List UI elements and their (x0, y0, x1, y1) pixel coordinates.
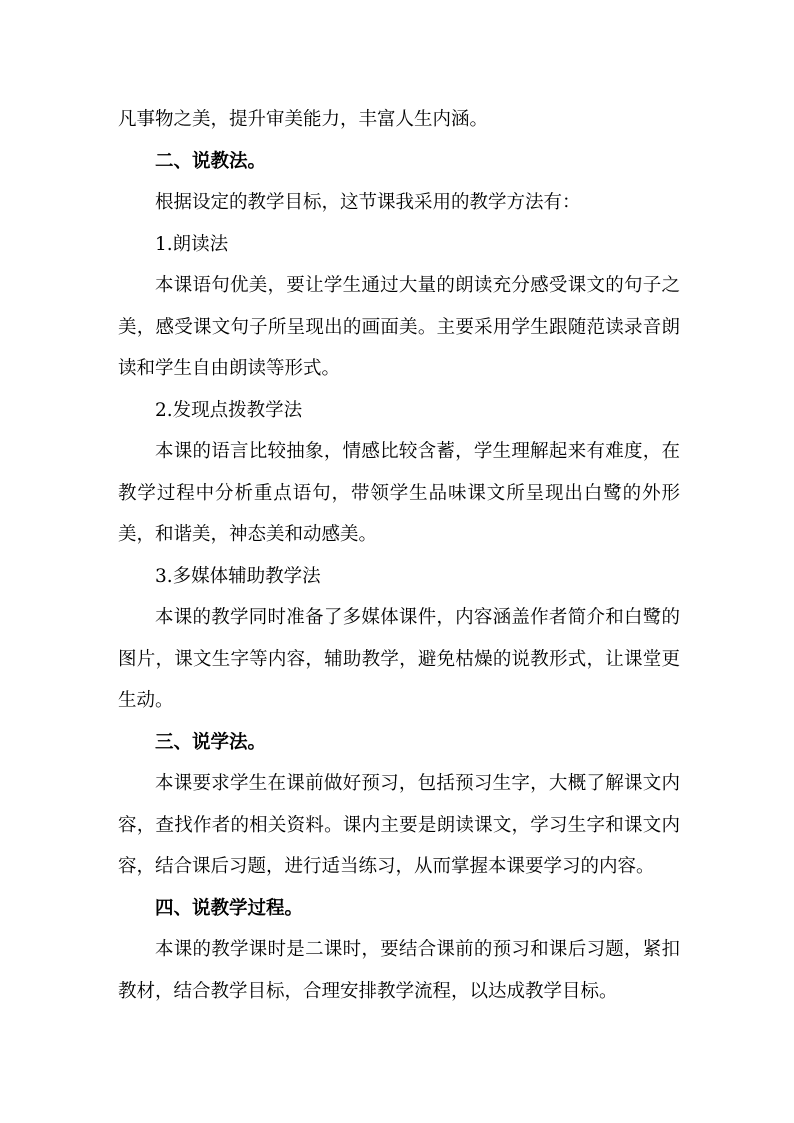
subheading-multimedia-method: 3.多媒体辅助教学法 (155, 565, 321, 587)
subheading-reading-method: 1.朗读法 (155, 233, 229, 255)
section-heading-teaching-process: 四、说教学过程。 (155, 897, 304, 919)
paragraph-teaching-process: 本课的教学课时是二课时，要结合课前的预习和课后习题，紧扣教材，结合教学目标，合理安排教学流程，以达成教学目标。 (118, 939, 680, 1002)
subheading-discovery-method: 2.发现点拨教学法 (155, 399, 303, 421)
paragraph-continuation: 凡事物之美，提升审美能力，丰富人生内涵。 (118, 109, 489, 130)
document-body (118, 99, 680, 1012)
paragraph-methods-intro: 根据设定的教学目标，这节课我采用的教学方法有： (155, 192, 581, 213)
paragraph-learning-methods: 本课要求学生在课前做好预习，包括预习生字，大概了解课文内容，查找作者的相关资料。课内主要是朗读课文，学习生字和课文内容，结合课后习题，进行适当练习，从而掌握本课要学习的内容。 (118, 773, 680, 877)
paragraph-discovery-method: 本课的语言比较抽象，情感比较含蓄，学生理解起来有难度，在教学过程中分析重点语句，带领学生品味课文所呈现出白鹭的外形美，和谐美，神态美和动感美。 (118, 441, 680, 545)
section-heading-teaching-methods: 二、说教法。 (155, 150, 267, 172)
section-heading-learning-methods: 三、说学法。 (155, 731, 267, 753)
paragraph-multimedia-method: 本课的教学同时准备了多媒体课件，内容涵盖作者简介和白鹭的图片，课文生字等内容，辅助教学，避免枯燥的说教形式，让课堂更生动。 (118, 607, 680, 711)
paragraph-reading-method: 本课语句优美，要让学生通过大量的朗读充分感受课文的句子之美，感受课文句子所呈现出的画面美。主要采用学生跟随范读录音朗读和学生自由朗读等形式。 (118, 275, 680, 379)
